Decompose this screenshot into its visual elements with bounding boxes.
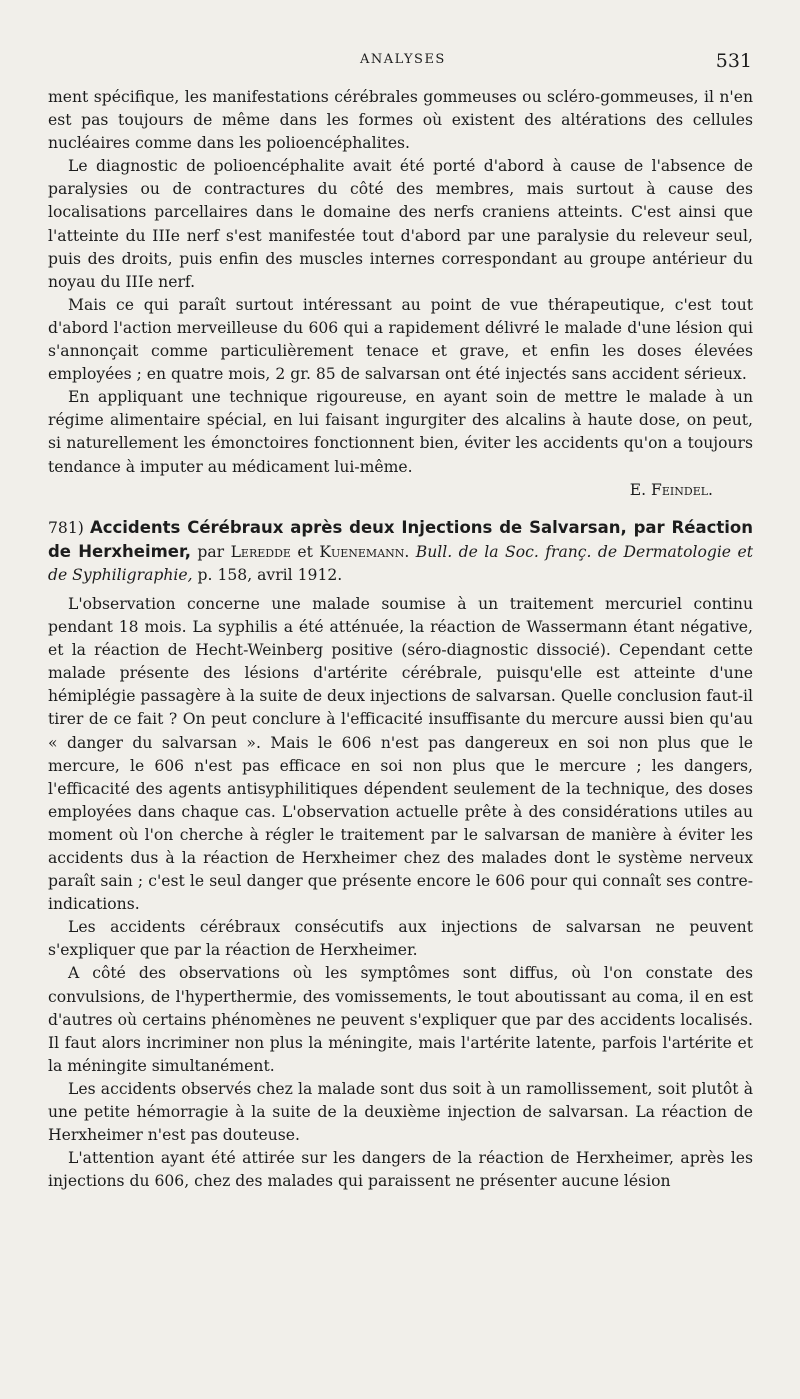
paragraph-symptoms: A côté des observations où les symptômes sont diffus, où l'on constate des convulsions, de l'hyperthermie, des vomissements, le tout aboutissant au coma, il en est d'autres où certains phénomènes ne peuvent s'expliquer que par des accidents localisés. Il faut alors incriminer non plus la méningite, mais l'artérite latente, parfois l'artérite et la méningite simultanément. — [48, 964, 753, 1075]
article-reference: p. 158, avril 1912. — [197, 565, 343, 584]
article-number: 781) — [48, 518, 84, 537]
article-and: et — [297, 542, 313, 561]
article-title: Accidents Cérébraux après deux Injections de Salvarsan, par Réaction de Herxheimer, — [48, 517, 753, 561]
page-number: 531 — [715, 50, 752, 72]
page-header — [0, 50, 800, 74]
paragraph-attention: L'attention ayant été attirée sur les dangers de la réaction de Herxheimer, après les injections du 606, chez des malades qui paraissent ne présenter aucune lésion — [48, 1149, 753, 1191]
paragraph-cerebral-accidents: Les accidents cérébraux consécutifs aux injections de salvarsan ne peuvent s'expliquer que par la réaction de Herxheimer. — [48, 918, 753, 960]
signature: E. Feindel. — [629, 480, 713, 499]
paragraph-diagnostic: Le diagnostic de polioencéphalite avait été porté d'abord à cause de l'absence de paralysies ou de contractures du côté des membres, mais surtout à cause des localisations parcellaires dans le domaine des nerfs craniens atteints. C'est ainsi que l'atteinte du IIIe nerf s'est manifestée tout d'abord par une paralysie du releveur seul, puis des droits, puis enfin des muscles internes correspondant au groupe antérieur du noyau du IIIe nerf. — [48, 157, 753, 291]
article-author-1: Leredde — [230, 542, 291, 561]
article-journal: Bull. de la Soc. franç. de Dermatologie et de Syphiligraphie, — [48, 542, 753, 584]
paragraph-technique: En appliquant une technique rigoureuse, en ayant soin de mettre le malade à un régime alimentaire spécial, en lui faisant ingurgiter des alcalins à haute dose, on peut, si naturellement les émonctoires fonctionnent bien, éviter les accidents qu'on a toujours tendance à imputer au médicament lui-même. — [48, 388, 753, 476]
article-heading — [48, 516, 753, 587]
paragraph-observation: L'observation concerne une malade soumise à un traitement mercuriel continu pendant 18 mois. La syphilis a été atténuée, la réaction de Wassermann étant négative, et la réaction de Hecht-Weinberg positive (séro-diagnostic dissocié). Cependant cette malade présente des lésions d'artérite cérébrale, puisqu'elle est atteinte d'une hémiplégie passagère à la suite de deux injections de salvarsan. Quelle conclusion faut-il tirer de ce fait ? On peut conclure à l'efficacité insuffisante du mercure aussi bien qu'au « danger du salvarsan ». Mais le 606 n'est pas dangereux en soi non plus que le mercure, le 606 n'est pas efficace en soi non plus que le mercure ; les dangers, l'efficacité des agents antisyphilitiques dépendent seulement de la technique, des doses employées dans chaque cas. L'observation actuelle prête à des considérations utiles au moment où l'on cherche à régler le traitement par le salvarsan de manière à éviter les accidents dus à la réaction de Herxheimer chez des malades dont le système nerveux paraît sain ; c'est le seul danger que présente encore le 606 pour qui connaît ses contre-indications. — [48, 594, 753, 914]
paragraph-observed-accidents: Les accidents observés chez la malade sont dus soit à un ramollissement, soit plutôt à une petite hémorragie à la suite de la deuxième injection de salvarsan. La réaction de Herxheimer n'est pas douteuse. — [48, 1079, 753, 1145]
page-body — [48, 86, 753, 1193]
running-title: ANALYSES — [360, 52, 446, 67]
article-author-2: Kuenemann. — [319, 542, 410, 561]
paragraph-continuation: ment spécifique, les manifestations cérébrales gommeuses ou scléro-gommeuses, il n'en est pas toujours de même dans les formes où existent des altérations des cellules nucléaires comme dans les polioencéphalites. — [48, 88, 753, 153]
paragraph-therapeutic: Mais ce qui paraît surtout intéressant au point de vue thérapeutique, c'est tout d'abord l'action merveilleuse du 606 qui a rapidement délivré le malade d'une lésion qui s'annonçait comme particulièrement tenace et grave, et enfin les doses élevées employées ; en quatre mois, 2 gr. 85 de salvarsan ont été injectés sans accident sérieux. — [48, 295, 753, 384]
article-by: par — [197, 542, 225, 561]
